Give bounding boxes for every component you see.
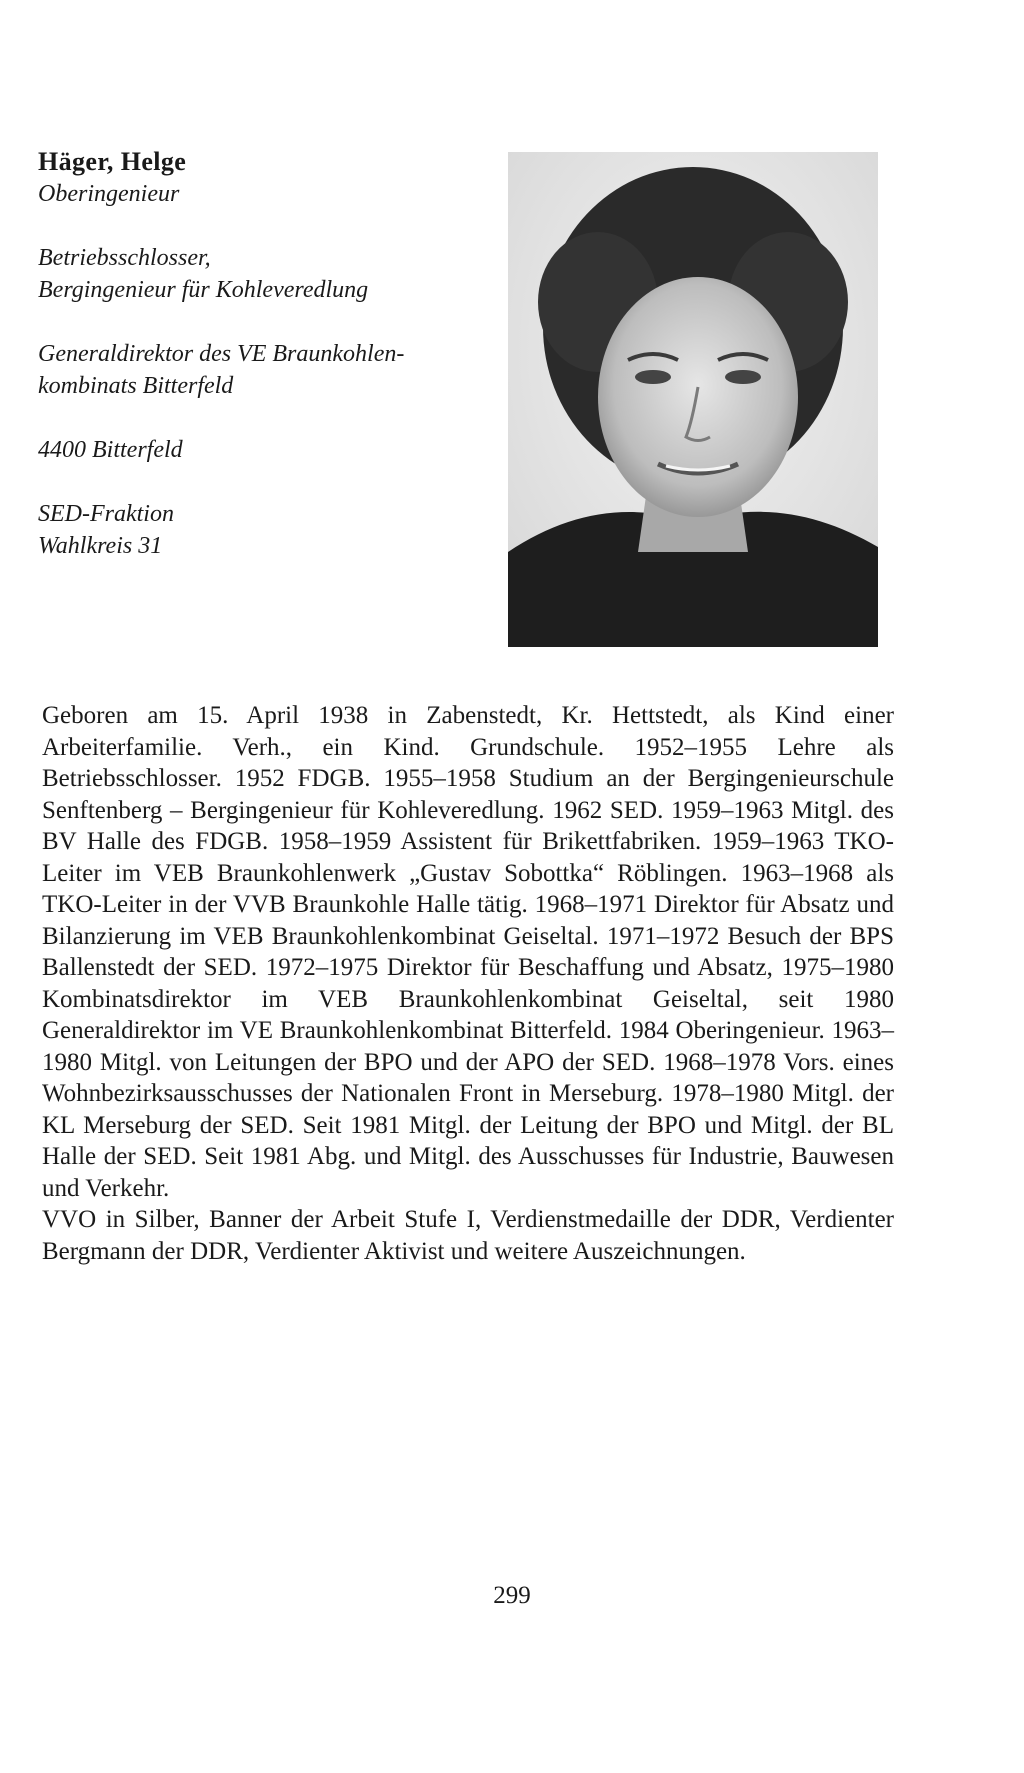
page-number: 299 bbox=[493, 1582, 531, 1609]
address: 4400 Bitterfeld bbox=[38, 437, 183, 463]
person-title: Oberingenieur bbox=[38, 181, 180, 207]
profession-line-2: Bergingenieur für Kohleveredlung bbox=[38, 277, 369, 303]
profession-line-1: Betriebsschlosser, bbox=[38, 245, 211, 271]
fraction: SED-Fraktion bbox=[38, 501, 174, 527]
awards-text: VVO in Silber, Banner der Arbeit Stufe I, Verdienstmedaille der DDR, Verdienter Bergmann der DDR, Verdienter Aktivist und weitere Auszeichnungen. bbox=[42, 1206, 894, 1265]
biography bbox=[42, 700, 894, 1267]
position-line-1: Generaldirektor des VE Braunkohlen- bbox=[38, 341, 405, 367]
biography-text: Geboren am 15. April 1938 in Zabenstedt, Kr. Hettstedt, als Kind einer Arbeiterfamilie. Verh., ein Kind. Grundschule. 1952–1955 Lehre als Betriebsschlosser. 1952 FDGB. 1955–1958 Studium an der Bergingenieurschule Senftenberg – Bergingenieur für Kohleveredlung. 1962 SED. 1959–1963 Mitgl. des BV Halle des FDGB. 1958–1959 Assistent für Brikettfabriken. 1959–1963 TKO-Leiter im VEB Braunkohlenwerk „Gustav Sobottka“ Röblingen. 1963–1968 als TKO-Leiter in der VVB Braunkohle Halle tätig. 1968–1971 Direktor für Absatz und Bilanzierung im VEB Braunkohlenkombinat Geiseltal. 1971–1972 Besuch der BPS Ballenstedt der SED. 1972–1975 Direktor für Beschaffung und Absatz, 1975–1980 Kombinatsdirektor im VEB Braunkohlenkombinat Geiseltal, seit 1980 Generaldirektor im VE Braunkohlenkombinat Bitterfeld. 1984 Oberingenieur. 1963–1980 Mitgl. von Leitungen der BPO und der APO der SED. 1968–1978 Vors. eines Wohnbezirksausschusses der Nationalen Front in Merseburg. 1978–1980 Mitgl. der KL Merseburg der SED. Seit 1981 Mitgl. der Leitung der BPO und Mitgl. der BL Halle der SED. Seit 1981 Abg. und Mitgl. des Ausschusses für Industrie, Bauwesen und Verkehr. bbox=[42, 702, 894, 1202]
constituency: Wahlkreis 31 bbox=[38, 533, 163, 559]
position-line-2: kombinats Bitterfeld bbox=[38, 373, 234, 399]
entry-header bbox=[38, 146, 478, 562]
person-name: Häger, Helge bbox=[38, 147, 187, 176]
portrait-photo bbox=[508, 152, 878, 647]
